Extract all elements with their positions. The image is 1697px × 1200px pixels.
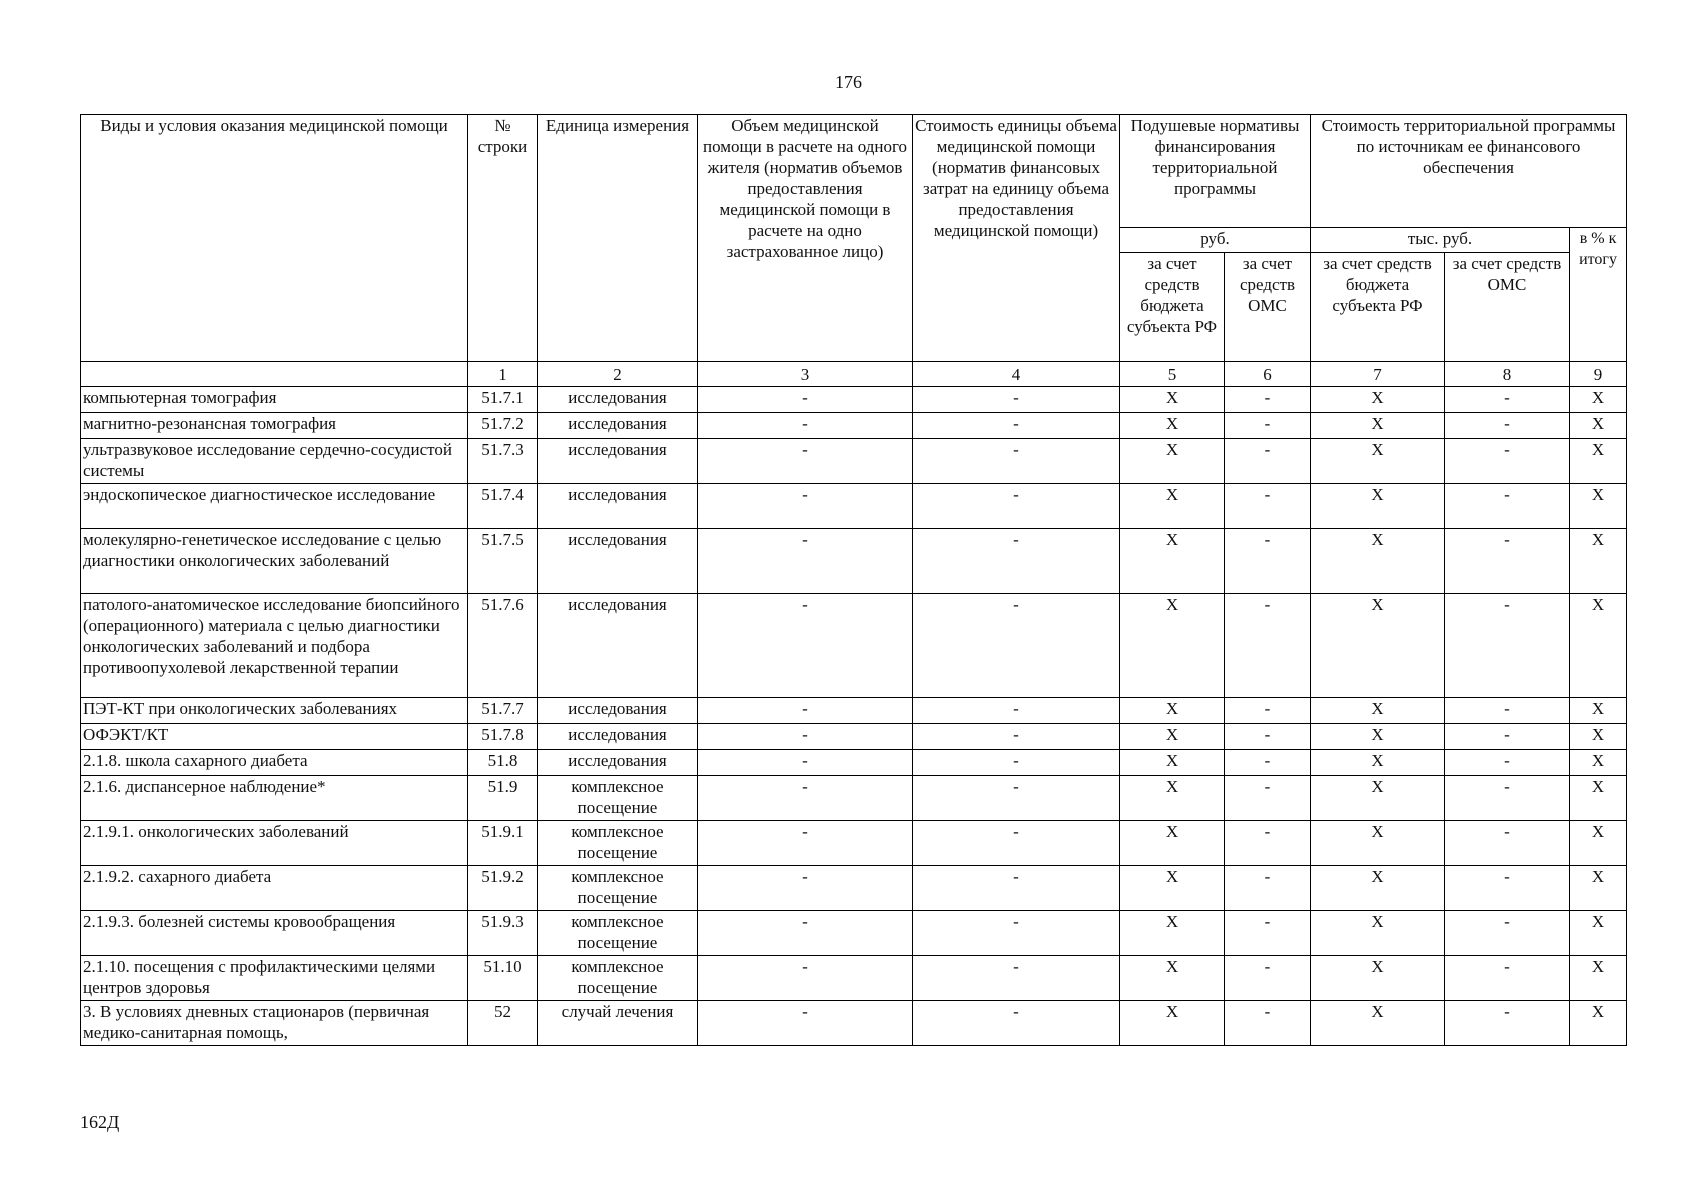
row-number-cell: 51.7.7 (468, 698, 538, 724)
row-value-cell: - (1225, 866, 1311, 911)
row-value-cell: - (1445, 484, 1570, 529)
row-value-cell: - (1445, 724, 1570, 750)
header-row-number: № строки (468, 115, 538, 362)
header-name: Виды и условия оказания медицинской помощи (81, 115, 468, 362)
row-value-cell: - (698, 1001, 913, 1046)
row-value-cell: - (1225, 698, 1311, 724)
row-value-cell: X (1120, 911, 1225, 956)
row-value-cell: - (698, 413, 913, 439)
row-value-cell: X (1570, 484, 1627, 529)
row-value-cell: X (1120, 1001, 1225, 1046)
row-value-cell: - (698, 724, 913, 750)
row-value-cell: - (1225, 387, 1311, 413)
row-name-cell: компьютерная томография (81, 387, 468, 413)
table-row (81, 413, 1627, 439)
row-value-cell: - (913, 1001, 1120, 1046)
row-number-cell: 51.7.6 (468, 594, 538, 698)
table-row (81, 724, 1627, 750)
row-number-cell: 51.7.3 (468, 439, 538, 484)
row-value-cell: - (698, 956, 913, 1001)
row-unit-cell: исследования (538, 413, 698, 439)
row-value-cell: X (1570, 1001, 1627, 1046)
header-program-cost: Стоимость территориальной программы по источникам ее финансового обеспечения (1311, 115, 1627, 228)
row-value-cell: - (698, 387, 913, 413)
row-value-cell: - (1225, 776, 1311, 821)
row-value-cell: - (1225, 724, 1311, 750)
row-value-cell: - (1445, 821, 1570, 866)
row-value-cell: X (1311, 956, 1445, 1001)
row-value-cell: - (1445, 594, 1570, 698)
row-value-cell: X (1311, 866, 1445, 911)
row-value-cell: - (1225, 439, 1311, 484)
row-value-cell: - (1445, 750, 1570, 776)
row-name-cell: молекулярно-генетическое исследование с целью диагностики онкологических заболеваний (81, 529, 468, 594)
row-value-cell: X (1120, 439, 1225, 484)
row-name-cell: 2.1.10. посещения с профилактическими целями центров здоровья (81, 956, 468, 1001)
header-per-capita: Подушевые нормативы финансирования территориальной программы (1120, 115, 1311, 228)
table-row (81, 821, 1627, 866)
row-name-cell: ПЭТ-КТ при онкологических заболеваниях (81, 698, 468, 724)
row-value-cell: - (1445, 387, 1570, 413)
row-value-cell: X (1570, 594, 1627, 698)
medical-care-table (80, 114, 1627, 1046)
row-value-cell: X (1570, 387, 1627, 413)
row-unit-cell: исследования (538, 484, 698, 529)
row-value-cell: X (1570, 724, 1627, 750)
table-row (81, 529, 1627, 594)
row-value-cell: - (913, 439, 1120, 484)
row-number-cell: 51.7.5 (468, 529, 538, 594)
row-name-cell: 2.1.8. школа сахарного диабета (81, 750, 468, 776)
row-unit-cell: случай лечения (538, 1001, 698, 1046)
row-value-cell: - (698, 911, 913, 956)
row-number-cell: 51.7.1 (468, 387, 538, 413)
row-value-cell: - (698, 698, 913, 724)
row-value-cell: X (1570, 529, 1627, 594)
row-unit-cell: исследования (538, 698, 698, 724)
row-number-cell: 51.9.1 (468, 821, 538, 866)
row-number-cell: 51.9.2 (468, 866, 538, 911)
row-value-cell: X (1120, 698, 1225, 724)
row-unit-cell: исследования (538, 750, 698, 776)
table-row (81, 866, 1627, 911)
row-value-cell: X (1311, 911, 1445, 956)
row-value-cell: - (1225, 750, 1311, 776)
row-name-cell: патолого-анатомическое исследование биопсийного (операционного) материала с целью диагностики онкологических заболеваний и подбора противоопухолевой лекарственной терапии (81, 594, 468, 698)
row-value-cell: X (1570, 439, 1627, 484)
row-value-cell: X (1311, 1001, 1445, 1046)
row-name-cell: 3. В условиях дневных стационаров (первичная медико-санитарная помощь, (81, 1001, 468, 1046)
row-value-cell: - (913, 484, 1120, 529)
row-value-cell: - (1445, 529, 1570, 594)
row-value-cell: - (698, 750, 913, 776)
table-row (81, 956, 1627, 1001)
row-number-cell: 51.8 (468, 750, 538, 776)
row-unit-cell: комплексное посещение (538, 776, 698, 821)
row-value-cell: - (698, 439, 913, 484)
row-value-cell: X (1570, 413, 1627, 439)
row-value-cell: X (1120, 413, 1225, 439)
row-name-cell: ультразвуковое исследование сердечно-сосудистой системы (81, 439, 468, 484)
row-value-cell: X (1311, 529, 1445, 594)
row-name-cell: 2.1.9.2. сахарного диабета (81, 866, 468, 911)
row-value-cell: - (913, 911, 1120, 956)
row-value-cell: X (1311, 750, 1445, 776)
row-value-cell: - (1445, 776, 1570, 821)
table-row (81, 1001, 1627, 1046)
row-value-cell: - (1445, 439, 1570, 484)
row-value-cell: X (1311, 724, 1445, 750)
row-value-cell: - (913, 956, 1120, 1001)
row-value-cell: X (1120, 529, 1225, 594)
row-value-cell: X (1311, 776, 1445, 821)
row-value-cell: - (913, 698, 1120, 724)
row-value-cell: - (698, 529, 913, 594)
row-value-cell: X (1120, 956, 1225, 1001)
row-value-cell: - (913, 387, 1120, 413)
row-value-cell: - (698, 484, 913, 529)
page-number: 176 (835, 72, 862, 92)
row-value-cell: X (1120, 821, 1225, 866)
row-name-cell: эндоскопическое диагностическое исследование (81, 484, 468, 529)
row-value-cell: X (1120, 776, 1225, 821)
column-number-cell (81, 362, 468, 387)
header-thous-rub: тыс. руб. (1311, 228, 1570, 253)
row-value-cell: - (913, 821, 1120, 866)
row-name-cell: 2.1.9.1. онкологических заболеваний (81, 821, 468, 866)
row-number-cell: 51.9 (468, 776, 538, 821)
row-value-cell: - (913, 594, 1120, 698)
row-value-cell: - (1225, 1001, 1311, 1046)
row-unit-cell: исследования (538, 724, 698, 750)
row-number-cell: 51.7.2 (468, 413, 538, 439)
table-row (81, 776, 1627, 821)
row-number-cell: 51.9.3 (468, 911, 538, 956)
row-value-cell: X (1311, 439, 1445, 484)
column-number-cell: 9 (1570, 362, 1627, 387)
row-value-cell: - (698, 821, 913, 866)
row-value-cell: - (698, 776, 913, 821)
row-value-cell: X (1311, 484, 1445, 529)
row-name-cell: 2.1.9.3. болезней системы кровообращения (81, 911, 468, 956)
row-value-cell: - (1225, 529, 1311, 594)
row-value-cell: - (913, 750, 1120, 776)
column-number-cell: 3 (698, 362, 913, 387)
table-row (81, 750, 1627, 776)
row-unit-cell: исследования (538, 594, 698, 698)
row-value-cell: - (913, 724, 1120, 750)
row-unit-cell: комплексное посещение (538, 911, 698, 956)
row-unit-cell: исследования (538, 439, 698, 484)
row-value-cell: X (1120, 724, 1225, 750)
row-value-cell: X (1311, 821, 1445, 866)
table-row (81, 387, 1627, 413)
table-row (81, 484, 1627, 529)
header-unit-cost: Стоимость единицы объема медицинской помощи (норматив финансовых затрат на единицу объема предоставления медицинской помощи) (913, 115, 1120, 362)
row-value-cell: - (698, 866, 913, 911)
row-value-cell: X (1570, 750, 1627, 776)
row-number-cell: 52 (468, 1001, 538, 1046)
row-value-cell: - (1445, 1001, 1570, 1046)
footer-code: 162Д (80, 1112, 120, 1132)
row-number-cell: 51.10 (468, 956, 538, 1001)
header-oms: за счет средств ОМС (1225, 253, 1311, 362)
header-budget-rf-thous: за счет средств бюджета субъекта РФ (1311, 253, 1445, 362)
row-value-cell: - (913, 529, 1120, 594)
column-numbers-row (81, 362, 1627, 387)
row-value-cell: X (1120, 594, 1225, 698)
row-value-cell: - (913, 866, 1120, 911)
row-value-cell: X (1570, 956, 1627, 1001)
row-value-cell: - (1445, 956, 1570, 1001)
header-pct-total: в % к итогу (1570, 228, 1627, 362)
row-name-cell: ОФЭКТ/КТ (81, 724, 468, 750)
row-value-cell: - (1445, 413, 1570, 439)
table-row (81, 439, 1627, 484)
row-name-cell: 2.1.6. диспансерное наблюдение* (81, 776, 468, 821)
header-budget-rf: за счет средств бюджета субъекта РФ (1120, 253, 1225, 362)
row-value-cell: X (1120, 484, 1225, 529)
row-number-cell: 51.7.8 (468, 724, 538, 750)
row-value-cell: X (1311, 698, 1445, 724)
column-number-cell: 8 (1445, 362, 1570, 387)
row-value-cell: X (1120, 750, 1225, 776)
row-unit-cell: комплексное посещение (538, 821, 698, 866)
column-number-cell: 6 (1225, 362, 1311, 387)
row-value-cell: - (1225, 413, 1311, 439)
row-value-cell: - (1445, 698, 1570, 724)
row-unit-cell: исследования (538, 387, 698, 413)
row-value-cell: - (1445, 866, 1570, 911)
row-name-cell: магнитно-резонансная томография (81, 413, 468, 439)
row-unit-cell: комплексное посещение (538, 956, 698, 1001)
row-value-cell: - (698, 594, 913, 698)
row-value-cell: X (1570, 776, 1627, 821)
row-value-cell: X (1311, 413, 1445, 439)
row-value-cell: - (1445, 911, 1570, 956)
table-row (81, 911, 1627, 956)
header-volume: Объем медицинской помощи в расчете на одного жителя (норматив объемов предоставления медицинской помощи в расчете на одно застрахованное лицо) (698, 115, 913, 362)
row-value-cell: X (1120, 866, 1225, 911)
row-unit-cell: исследования (538, 529, 698, 594)
row-value-cell: X (1570, 911, 1627, 956)
column-number-cell: 4 (913, 362, 1120, 387)
table-row (81, 698, 1627, 724)
row-value-cell: X (1570, 821, 1627, 866)
row-value-cell: - (1225, 956, 1311, 1001)
row-value-cell: X (1120, 387, 1225, 413)
row-number-cell: 51.7.4 (468, 484, 538, 529)
table-row (81, 594, 1627, 698)
row-value-cell: - (913, 413, 1120, 439)
row-unit-cell: комплексное посещение (538, 866, 698, 911)
header-rub: руб. (1120, 228, 1311, 253)
column-number-cell: 2 (538, 362, 698, 387)
row-value-cell: X (1311, 594, 1445, 698)
row-value-cell: - (1225, 484, 1311, 529)
column-number-cell: 1 (468, 362, 538, 387)
row-value-cell: - (1225, 594, 1311, 698)
column-number-cell: 7 (1311, 362, 1445, 387)
row-value-cell: X (1570, 698, 1627, 724)
column-number-cell: 5 (1120, 362, 1225, 387)
row-value-cell: X (1570, 866, 1627, 911)
row-value-cell: - (1225, 911, 1311, 956)
row-value-cell: - (1225, 821, 1311, 866)
row-value-cell: - (913, 776, 1120, 821)
row-value-cell: X (1311, 387, 1445, 413)
header-unit: Единица измерения (538, 115, 698, 362)
header-oms-thous: за счет средств ОМС (1445, 253, 1570, 362)
